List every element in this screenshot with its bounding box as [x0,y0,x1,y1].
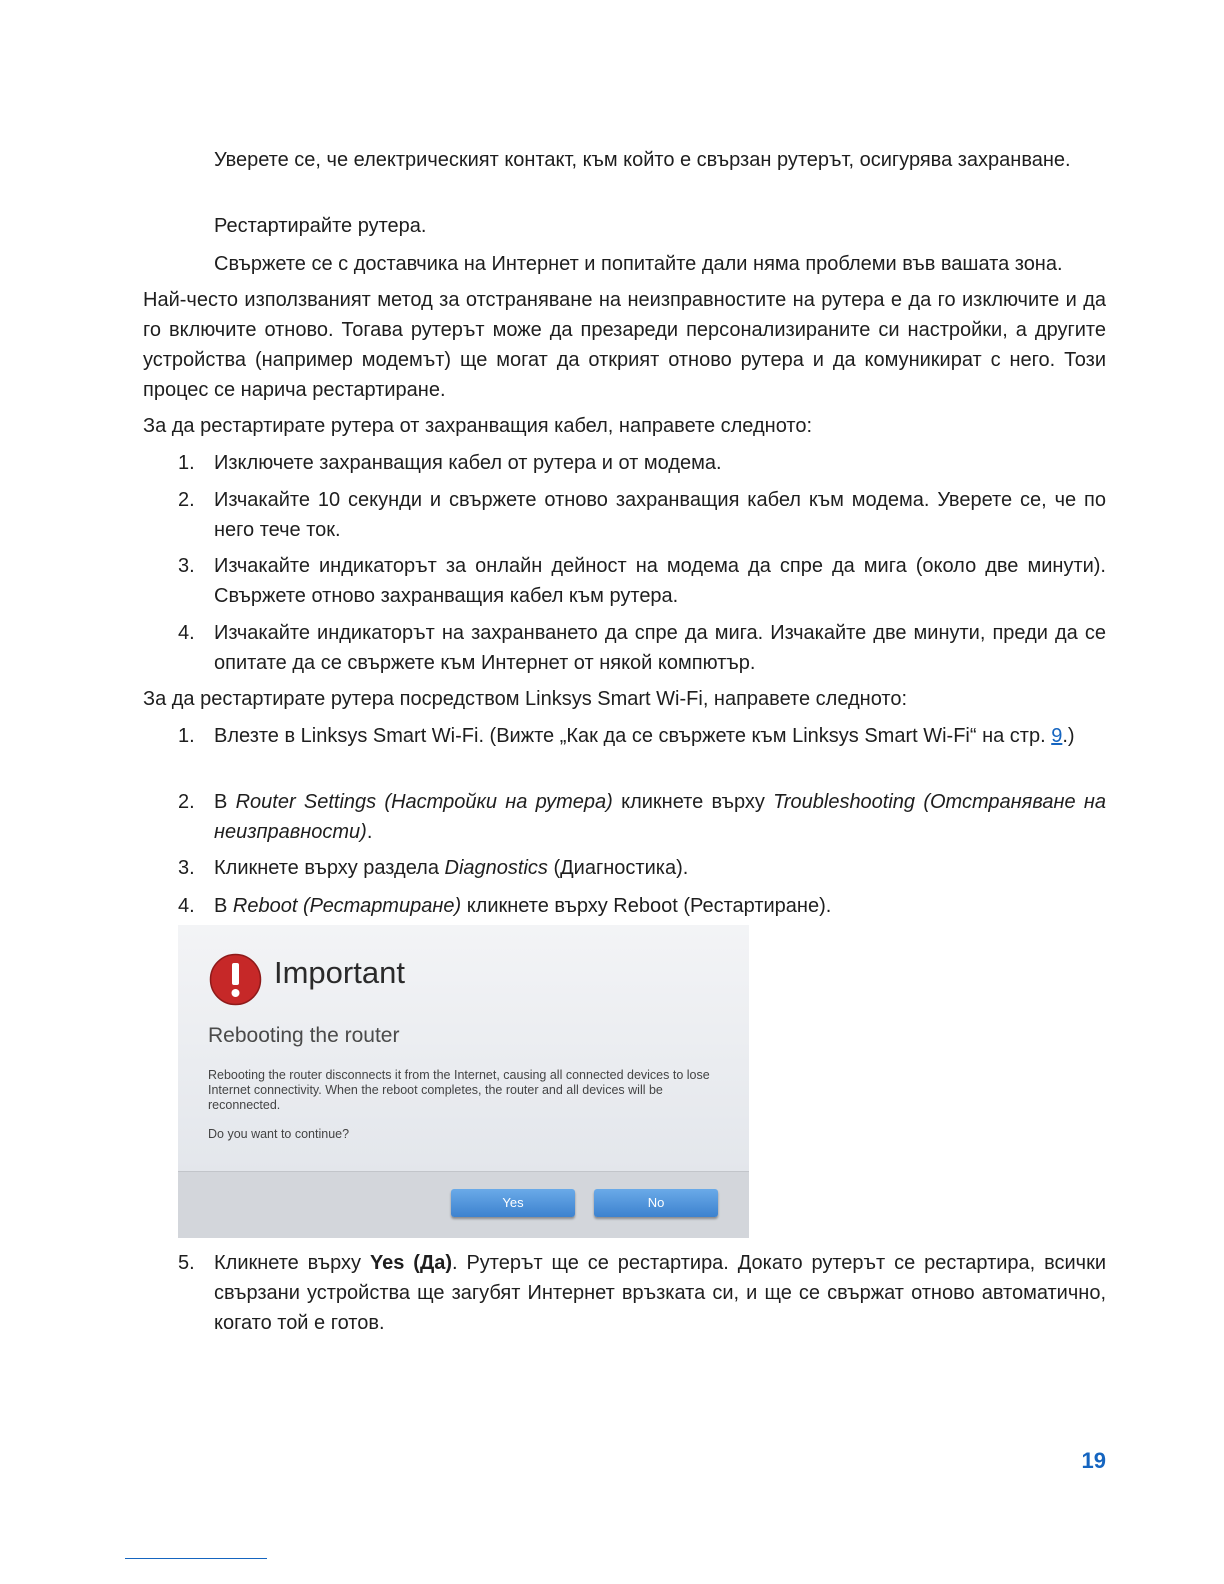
intro-bullet-1: Уверете се, че електрическият контакт, към който е свързан рутерът, осигурява захранване. [214,149,1071,171]
page-number: 19 [1081,1448,1106,1473]
list-text: Кликнете върху Yes (Да). Рутерът ще се рестартира. Докато рутерът се рестартира, всички свързани устройства ще загубят Интернет връзката си, и ще се свържат отново автоматично, когато той е готов. [214,1252,1107,1334]
list-number: 4. [178,895,195,917]
list-number: 1. [178,452,195,474]
list-number: 1. [178,725,195,747]
list-item [178,485,1106,545]
list-text: Изчакайте индикаторът за онлайн дейност на модема да спре да мига (около две минути). Свържете отново захранващия кабел към рутера. [214,555,1106,607]
list-text: В Reboot (Рестартиране) кликнете върху Reboot (Рестартиране). [214,895,832,917]
intro-bullet-3: Свържете се с доставчика на Интернет и попитайте дали няма проблеми във вашата зона. [214,253,1063,275]
list-number: 5. [178,1252,195,1274]
list-text: Кликнете върху раздела Diagnostics (Диагностика). [214,857,689,879]
yes-button[interactable]: Yes [451,1189,575,1217]
list-number: 3. [178,857,195,879]
list-text: Изчакайте индикаторът на захранването да спре да мига. Изчакайте две минути, преди да се опитате да се свържете към Интернет от някой компютър. [214,622,1106,674]
list-text: Изключете захранващия кабел от рутера и от модема. [214,452,722,474]
reboot-dialog-screenshot [178,925,749,1238]
list-number: 4. [178,622,195,644]
paragraph-reboot-method: Най-често използваният метод за отстраняване на неизправностите на рутера е да го изключите и да го включите отново. Тогава рутерът може да презареди персонализираните си настройки, а другите устройства (например модемът) ще могат да открият отново рутера и да комуникират с него. Този процес се нарича рестартиране. [143,289,1106,401]
footnote-divider [125,1558,267,1559]
no-button[interactable]: No [594,1189,718,1217]
list-item [178,853,1106,883]
list-text: Влезте в Linksys Smart Wi-Fi. (Вижте „Как да се свържете към Linksys Smart Wi-Fi“ на стр. 9.) [214,725,1075,747]
list-text: В Router Settings (Настройки на рутера) кликнете върху Troubleshooting (Отстраняване на неизправности). [214,791,1106,843]
power-cable-heading: За да рестартирате рутера от захранващия кабел, направете следното: [143,415,813,437]
exclamation-circle-icon [209,953,262,1006]
intro-bullet-2: Рестартирайте рутера. [214,215,427,237]
dialog-content [178,925,749,1171]
list-item [178,891,1106,921]
list-item [178,787,1106,847]
dialog-title: Important [274,955,405,990]
dialog-message: Rebooting the router disconnects it from the Internet, causing all connected devices to lose Internet connectivity. When the reboot completes, the router and all devices will be reconnected. [208,1068,710,1112]
list-item [178,618,1106,678]
list-text: Изчакайте 10 секунди и свържете отново захранващия кабел към модема. Уверете се, че по него тече ток. [214,489,1106,541]
list-item [178,448,1106,478]
smart-wifi-heading: За да рестартирате рутера посредством Linksys Smart Wi-Fi, направете следното: [143,688,908,710]
list-number: 2. [178,489,195,511]
dialog-subtitle: Rebooting the router [208,1024,400,1047]
dialog-question: Do you want to continue? [208,1127,350,1141]
list-number: 3. [178,555,195,577]
list-item [178,721,1106,751]
list-number: 2. [178,791,195,813]
list-item [178,1248,1106,1338]
page-reference-link[interactable]: 9 [1051,725,1063,747]
list-item [178,551,1106,611]
